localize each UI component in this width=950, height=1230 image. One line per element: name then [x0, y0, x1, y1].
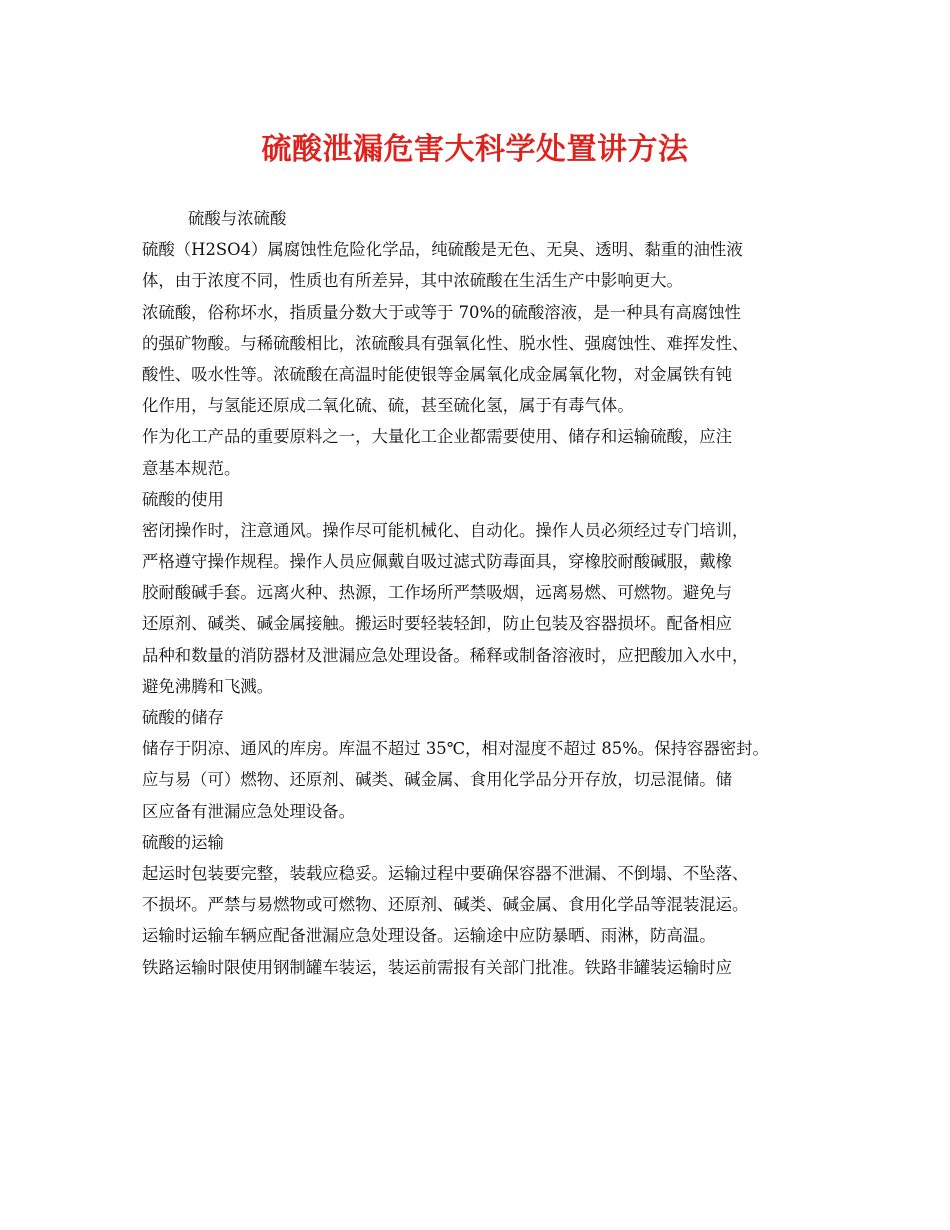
section-heading-usage: 硫酸的使用	[142, 489, 224, 509]
text-line: 品种和数量的消防器材及泄漏应急处理设备。稀释或制备溶液时，应把酸加入水中，	[142, 645, 749, 665]
section-heading-sulfuric-and-concentrated: 硫酸与浓硫酸	[188, 209, 287, 228]
text-line: 起运时包装要完整，装载应稳妥。运输过程中要确保容器不泄漏、不倒塌、不坠落、	[142, 863, 749, 883]
text-line: 严格遵守操作规程。操作人员应佩戴自吸过滤式防毒面具，穿橡胶耐酸碱服，戴橡	[142, 552, 733, 572]
text-line: 的强矿物酸。与稀硫酸相比，浓硫酸具有强氧化性、脱水性、强腐蚀性、难挥发性、	[142, 333, 749, 353]
text-line: 浓硫酸，俗称坏水，指质量分数大于或等于 70%的硫酸溶液，是一种具有高腐蚀性	[142, 302, 741, 322]
text-line: 区应备有泄漏应急处理设备。	[142, 801, 356, 821]
text-line: 作为化工产品的重要原料之一，大量化工企业都需要使用、储存和运输硫酸，应注	[142, 427, 733, 447]
text-line: 酸性、吸水性等。浓硫酸在高温时能使银等金属氧化成金属氧化物，对金属铁有钝	[142, 364, 733, 384]
document-title: 硫酸泄漏危害大科学处置讲方法	[261, 132, 689, 167]
text-line: 意基本规范。	[142, 458, 241, 478]
document-body	[142, 203, 832, 983]
text-line: 不损坏。严禁与易燃物或可燃物、还原剂、碱类、碱金属、食用化学品等混装混运。	[142, 895, 749, 915]
text-line: 硫酸（H2SO4）属腐蚀性危险化学品，纯硫酸是无色、无臭、透明、黏重的油性液	[142, 240, 743, 260]
text-line: 避免沸腾和飞溅。	[142, 676, 274, 696]
text-line: 密闭操作时，注意通风。操作尽可能机械化、自动化。操作人员必须经过专门培训，	[142, 520, 749, 540]
text-line: 储存于阴凉、通风的库房。库温不超过 35℃，相对湿度不超过 85%。保持容器密封。	[142, 739, 769, 759]
section-heading-transport: 硫酸的运输	[142, 832, 224, 852]
text-line: 运输时运输车辆应配备泄漏应急处理设备。运输途中应防暴晒、雨淋，防高温。	[142, 926, 716, 946]
text-line: 应与易（可）燃物、还原剂、碱类、碱金属、食用化学品分开存放，切忌混储。储	[142, 770, 733, 790]
text-line: 铁路运输时限使用钢制罐车装运，装运前需报有关部门批准。铁路非罐装运输时应	[142, 957, 733, 977]
section-heading-storage: 硫酸的储存	[142, 708, 224, 727]
text-line: 化作用，与氢能还原成二氧化硫、硫，甚至硫化氢，属于有毒气体。	[142, 396, 634, 416]
text-line: 胶耐酸碱手套。远离火种、热源，工作场所严禁吸烟，远离易燃、可燃物。避免与	[142, 583, 733, 603]
text-line: 还原剂、碱类、碱金属接触。搬运时要轻装轻卸，防止包装及容器损坏。配备相应	[142, 614, 733, 634]
text-line: 体，由于浓度不同，性质也有所差异，其中浓硫酸在生活生产中影响更大。	[142, 271, 683, 291]
